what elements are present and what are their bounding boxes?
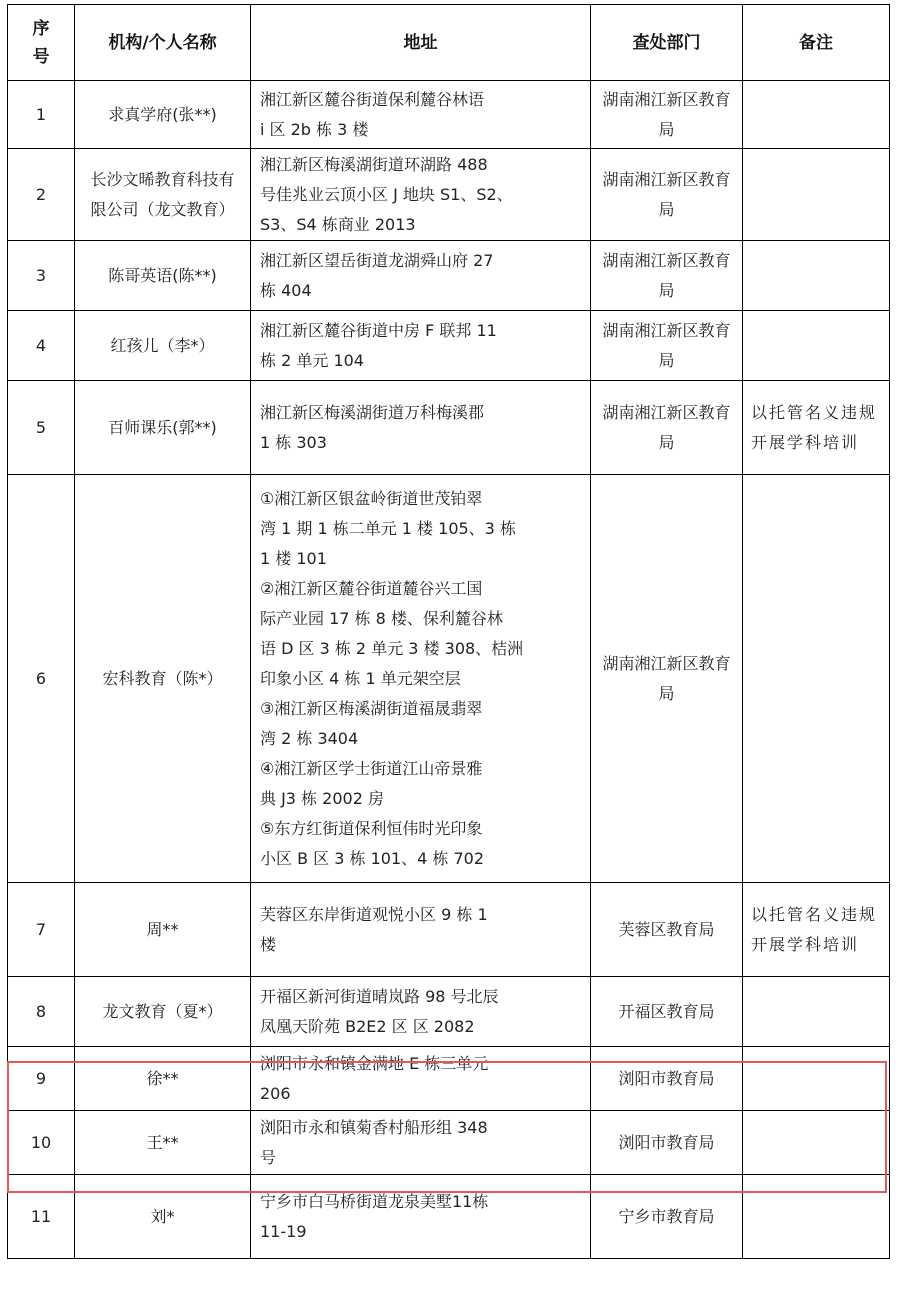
- cell-address: [251, 475, 591, 883]
- address-line: 号佳兆业云顶小区 J 地块 S1、S2、: [260, 184, 513, 204]
- cell-note: [743, 1175, 890, 1259]
- address-line: S3、S4 栋商业 2013: [260, 214, 416, 234]
- address-line: ④湘江新区学士街道江山帝景雅: [260, 758, 483, 778]
- address-line: 湘江新区望岳街道龙湖舜山府 27: [260, 250, 494, 270]
- cell-no: 3: [8, 241, 75, 311]
- cell-address: [251, 883, 591, 977]
- cell-dept: 浏阳市教育局: [591, 1047, 743, 1111]
- cell-note: [743, 241, 890, 311]
- address-line: 语 D 区 3 栋 2 单元 3 楼 308、桔洲: [260, 638, 524, 658]
- address-line: 湘江新区麓谷街道保利麓谷林语: [260, 89, 485, 109]
- address-line: 湘江新区梅溪湖街道万科梅溪郡: [260, 402, 485, 422]
- table-row: [8, 311, 890, 381]
- address-line: ③湘江新区梅溪湖街道福晟翡翠: [260, 698, 483, 718]
- header-address: 地址: [251, 5, 591, 81]
- address-line: ②湘江新区麓谷街道麓谷兴工国: [260, 578, 483, 598]
- header-dept: 查处部门: [591, 5, 743, 81]
- cell-dept: 湖南湘江新区教育局: [591, 241, 743, 311]
- table-row: [8, 1111, 890, 1175]
- cell-note: [743, 1111, 890, 1175]
- address-line: 凤凰天阶苑 B2E2 区 区 2082: [260, 1016, 475, 1036]
- address-line: 湾 2 栋 3404: [260, 728, 359, 748]
- address-line: 楼: [260, 934, 277, 954]
- cell-no: 9: [8, 1047, 75, 1111]
- cell-name: 陈哥英语(陈**): [75, 241, 251, 311]
- cell-no: 6: [8, 475, 75, 883]
- cell-note: [743, 1047, 890, 1111]
- address-line: 湾 1 期 1 栋二单元 1 楼 105、3 栋: [260, 518, 516, 538]
- cell-note: [743, 81, 890, 149]
- cell-no: 8: [8, 977, 75, 1047]
- table-row: [8, 381, 890, 475]
- cell-dept: 湖南湘江新区教育局: [591, 475, 743, 883]
- address-line: 11-19: [260, 1221, 307, 1241]
- address-line: 浏阳市永和镇金满地 E 栋三单元: [260, 1053, 489, 1073]
- address-line: 小区 B 区 3 栋 101、4 栋 702: [260, 848, 485, 868]
- cell-address: [251, 81, 591, 149]
- address-line: ⑤东方红街道保利恒伟时光印象: [260, 818, 483, 838]
- cell-address: [251, 241, 591, 311]
- cell-dept: 湖南湘江新区教育局: [591, 81, 743, 149]
- cell-note: 以托管名义违规开展学科培训: [743, 381, 890, 475]
- table-row: [8, 1047, 890, 1111]
- address-line: 栋 2 单元 104: [260, 350, 364, 370]
- cell-address: [251, 149, 591, 241]
- address-line: 浏阳市永和镇菊香村船形组 348: [260, 1117, 488, 1137]
- cell-name: 王**: [75, 1111, 251, 1175]
- cell-no: 10: [8, 1111, 75, 1175]
- header-no: 序 号: [8, 5, 75, 81]
- cell-address: [251, 1175, 591, 1259]
- address-line: 际产业园 17 栋 8 楼、保利麓谷林: [260, 608, 503, 628]
- cell-name: 龙文教育（夏*）: [75, 977, 251, 1047]
- cell-name: 求真学府(张**): [75, 81, 251, 149]
- cell-name: 百师课乐(郭**): [75, 381, 251, 475]
- header-name: 机构/个人名称: [75, 5, 251, 81]
- address-line: i 区 2b 栋 3 楼: [260, 119, 369, 139]
- cell-dept: 湖南湘江新区教育局: [591, 311, 743, 381]
- cell-address: [251, 977, 591, 1047]
- address-line: 芙蓉区东岸街道观悦小区 9 栋 1: [260, 904, 488, 924]
- address-line: 典 J3 栋 2002 房: [260, 788, 384, 808]
- cell-no: 2: [8, 149, 75, 241]
- address-line: 1 楼 101: [260, 548, 327, 568]
- address-line: 湘江新区麓谷街道中房 F 联邦 11: [260, 320, 497, 340]
- table-row: [8, 149, 890, 241]
- header-row: [8, 5, 890, 81]
- cell-dept: 宁乡市教育局: [591, 1175, 743, 1259]
- cell-name: 周**: [75, 883, 251, 977]
- cell-address: [251, 311, 591, 381]
- address-line: 1 栋 303: [260, 432, 327, 452]
- table-row: [8, 241, 890, 311]
- cell-no: 4: [8, 311, 75, 381]
- cell-no: 7: [8, 883, 75, 977]
- cell-note: [743, 475, 890, 883]
- table-row: [8, 475, 890, 883]
- address-line: 宁乡市白马桥街道龙泉美墅11栋: [260, 1191, 489, 1211]
- cell-no: 11: [8, 1175, 75, 1259]
- address-line: 开福区新河街道晴岚路 98 号北辰: [260, 986, 499, 1006]
- cell-note: [743, 977, 890, 1047]
- cell-dept: 芙蓉区教育局: [591, 883, 743, 977]
- cell-address: [251, 1047, 591, 1111]
- cell-dept: 开福区教育局: [591, 977, 743, 1047]
- table-row: [8, 977, 890, 1047]
- cell-no: 1: [8, 81, 75, 149]
- cell-dept: 湖南湘江新区教育局: [591, 149, 743, 241]
- cell-name: 徐**: [75, 1047, 251, 1111]
- cell-dept: 浏阳市教育局: [591, 1111, 743, 1175]
- address-line: ①湘江新区银盆岭街道世茂铂翠: [260, 488, 483, 508]
- header-note: 备注: [743, 5, 890, 81]
- cell-name: 长沙文晞教育科技有限公司（龙文教育）: [75, 149, 251, 241]
- cell-note: 以托管名义违规开展学科培训: [743, 883, 890, 977]
- address-line: 印象小区 4 栋 1 单元架空层: [260, 668, 461, 688]
- address-line: 湘江新区梅溪湖街道环湖路 488: [260, 154, 488, 174]
- enforcement-table: [7, 4, 890, 1259]
- address-line: 号: [260, 1147, 277, 1167]
- cell-address: [251, 381, 591, 475]
- cell-no: 5: [8, 381, 75, 475]
- cell-dept: 湖南湘江新区教育局: [591, 381, 743, 475]
- cell-address: [251, 1111, 591, 1175]
- table-row: [8, 81, 890, 149]
- cell-note: [743, 149, 890, 241]
- address-line: 栋 404: [260, 280, 312, 300]
- cell-name: 红孩儿（李*）: [75, 311, 251, 381]
- cell-name: 宏科教育（陈*）: [75, 475, 251, 883]
- table-body: [8, 81, 890, 1259]
- address-line: 206: [260, 1083, 291, 1103]
- cell-note: [743, 311, 890, 381]
- table-row: [8, 1175, 890, 1259]
- cell-name: 刘*: [75, 1175, 251, 1259]
- table-row: [8, 883, 890, 977]
